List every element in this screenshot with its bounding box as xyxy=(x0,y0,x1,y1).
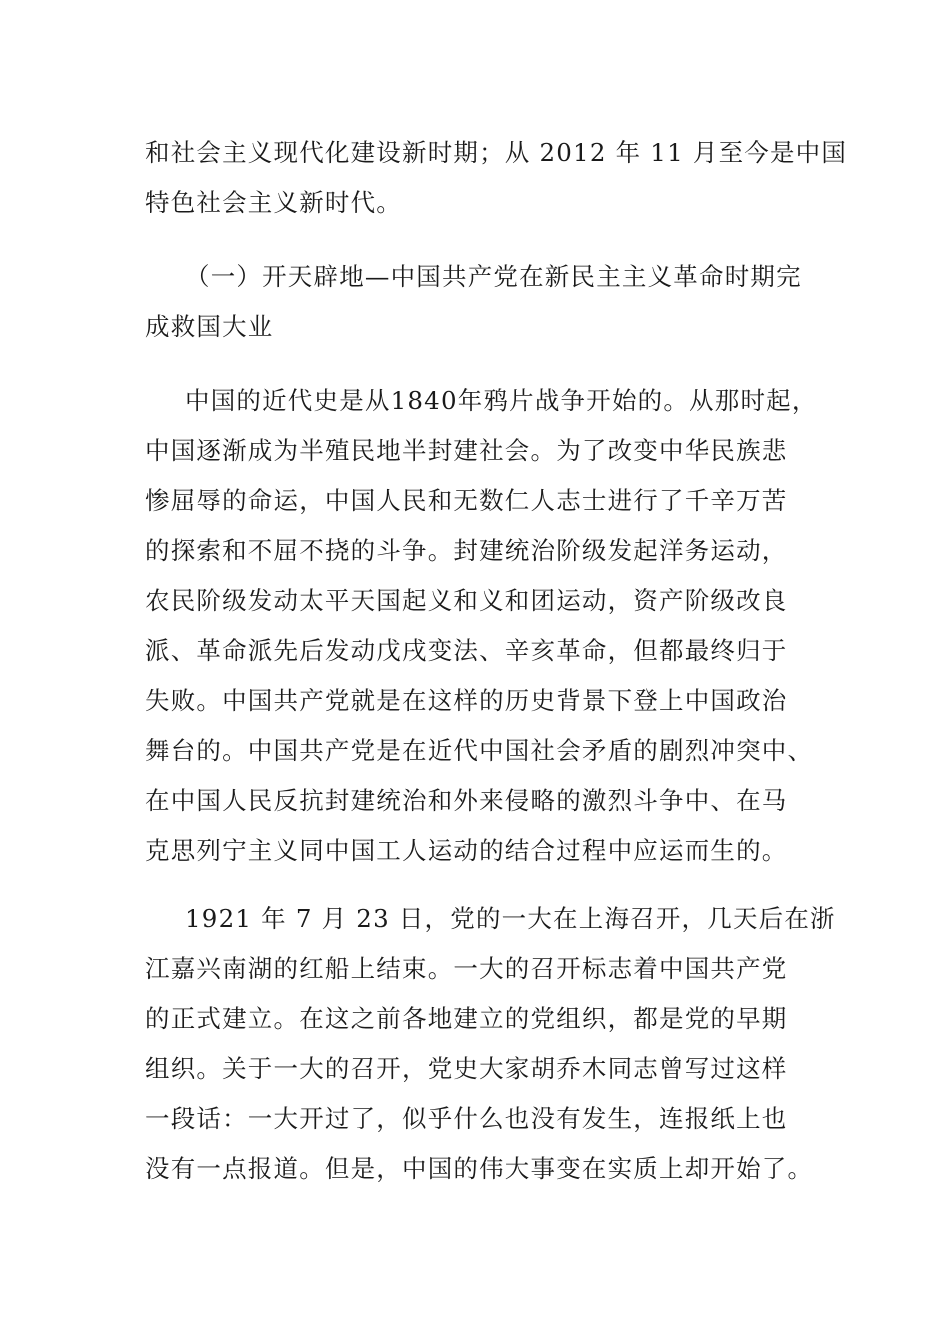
paragraph-modern-history xyxy=(145,376,818,876)
text-line: 的正式建立。在这之前各地建立的党组织，都是党的早期 xyxy=(145,1004,788,1033)
heading-line: 成救国大业 xyxy=(145,312,274,341)
text-line: 派、革命派先后发动戊戌变法、辛亥革命，但都最终归于 xyxy=(145,636,788,665)
heading-line: （一）开天辟地—中国共产党在新民主主义革命时期完 xyxy=(185,262,802,291)
text-line: 中国的近代史是从1840年鸦片战争开始的。从那时起， xyxy=(185,386,818,415)
paragraph-intro-continuation xyxy=(145,128,848,228)
text-line: 江嘉兴南湖的红船上结束。一大的召开标志着中国共产党 xyxy=(145,954,788,983)
text-line: 在中国人民反抗封建统治和外来侵略的激烈斗争中、在马 xyxy=(145,786,788,815)
text-line: 克思列宁主义同中国工人运动的结合过程中应运而生的。 xyxy=(145,836,788,865)
text-line: 一段话：一大开过了，似乎什么也没有发生，连报纸上也 xyxy=(145,1104,788,1133)
text-line: 没有一点报道。但是，中国的伟大事变在实质上却开始了。 xyxy=(145,1154,814,1183)
text-line: 和社会主义现代化建设新时期；从 2012 年 11 月至今是中国 xyxy=(145,138,848,167)
text-line: 1921 年 7 月 23 日，党的一大在上海召开，几天后在浙 xyxy=(185,904,836,933)
text-line: 农民阶级发动太平天国起义和义和团运动，资产阶级改良 xyxy=(145,586,788,615)
text-line: 失败。中国共产党就是在这样的历史背景下登上中国政治 xyxy=(145,686,788,715)
text-line: 中国逐渐成为半殖民地半封建社会。为了改变中华民族悲 xyxy=(145,436,788,465)
text-line: 的探索和不屈不挠的斗争。封建统治阶级发起洋务运动， xyxy=(145,536,788,565)
text-line: 惨屈辱的命运，中国人民和无数仁人志士进行了千辛万苦 xyxy=(145,486,788,515)
paragraph-first-congress xyxy=(145,894,836,1194)
text-line: 组织。关于一大的召开，党史大家胡乔木同志曾写过这样 xyxy=(145,1054,788,1083)
text-line: 舞台的。中国共产党是在近代中国社会矛盾的剧烈冲突中、 xyxy=(145,736,814,765)
text-line: 特色社会主义新时代。 xyxy=(145,188,402,217)
section-heading xyxy=(145,252,807,352)
